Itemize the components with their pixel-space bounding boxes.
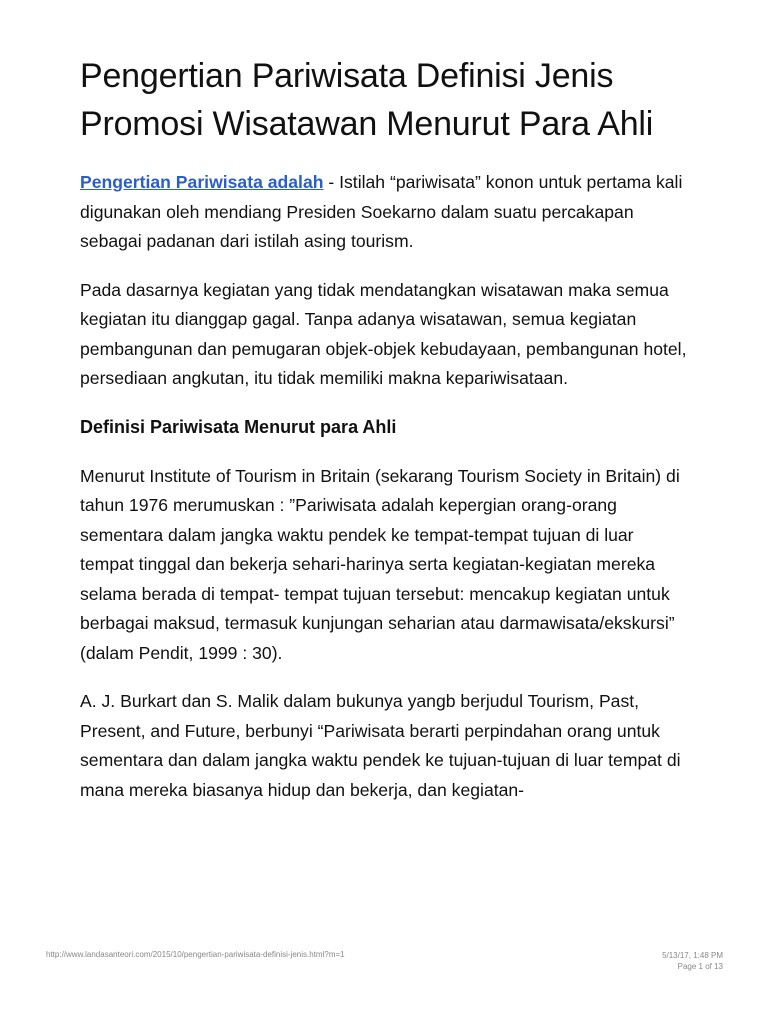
intro-text: - Istilah “pariwisata” konon untuk pertama kali digunakan oleh mendiang Presiden Soekarno dalam suatu percakapan sebagai padanan dari istilah asing tourism. <box>80 172 683 251</box>
footer-meta <box>662 950 723 972</box>
paragraph-2: Pada dasarnya kegiatan yang tidak mendatangkan wisatawan maka semua kegiatan itu dianggap gagal. Tanpa adanya wisatawan, semua kegiatan pembangunan dan pemugaran objek-objek kebudayaan, pembangunan hotel, persediaan angkutan, itu tidak memiliki makna kepariwisataan. <box>80 279 687 388</box>
footer-url: http://www.landasanteori.com/2015/10/pengertian-pariwisata-definisi-jenis.html?m=1 <box>46 950 345 959</box>
intro-paragraph <box>80 168 692 257</box>
footer-timestamp: 5/13/17, 1:48 PM <box>662 951 723 960</box>
intro-link[interactable]: Pengertian Pariwisata adalah <box>80 172 324 192</box>
article-title: Pengertian Pariwisata Definisi Jenis Promosi Wisatawan Menurut Para Ahli <box>80 57 654 143</box>
paragraph-4: A. J. Burkart dan S. Malik dalam bukunya yangb berjudul Tourism, Past, Present, and Future, berbunyi “Pariwisata berarti perpindahan orang untuk sementara dan dalam jangka waktu pendek ke tujuan-tujuan di luar tempat di mana mereka biasanya hidup dan bekerja, dan kegiatan- <box>80 691 681 800</box>
paragraph-3: Menurut Institute of Tourism in Britain (sekarang Tourism Society in Britain) di tahun 1976 merumuskan : ”Pariwisata adalah kepergian orang-orang sementara dalam jangka waktu pendek ke tempat-tempat tujuan di luar tempat tinggal dan bekerja sehari-harinya serta kegiatan-kegiatan mereka selama berada di tempat- tempat tujuan tersebut: mencakup kegiatan untuk berbagai maksud, termasuk kunjungan seharian atau darmawisata/ekskursi” (dalam Pendit, 1999 : 30). <box>80 465 680 663</box>
section-heading: Definisi Pariwisata Menurut para Ahli <box>80 416 397 437</box>
article <box>80 52 692 824</box>
footer-page-number: Page 1 of 13 <box>677 962 723 971</box>
